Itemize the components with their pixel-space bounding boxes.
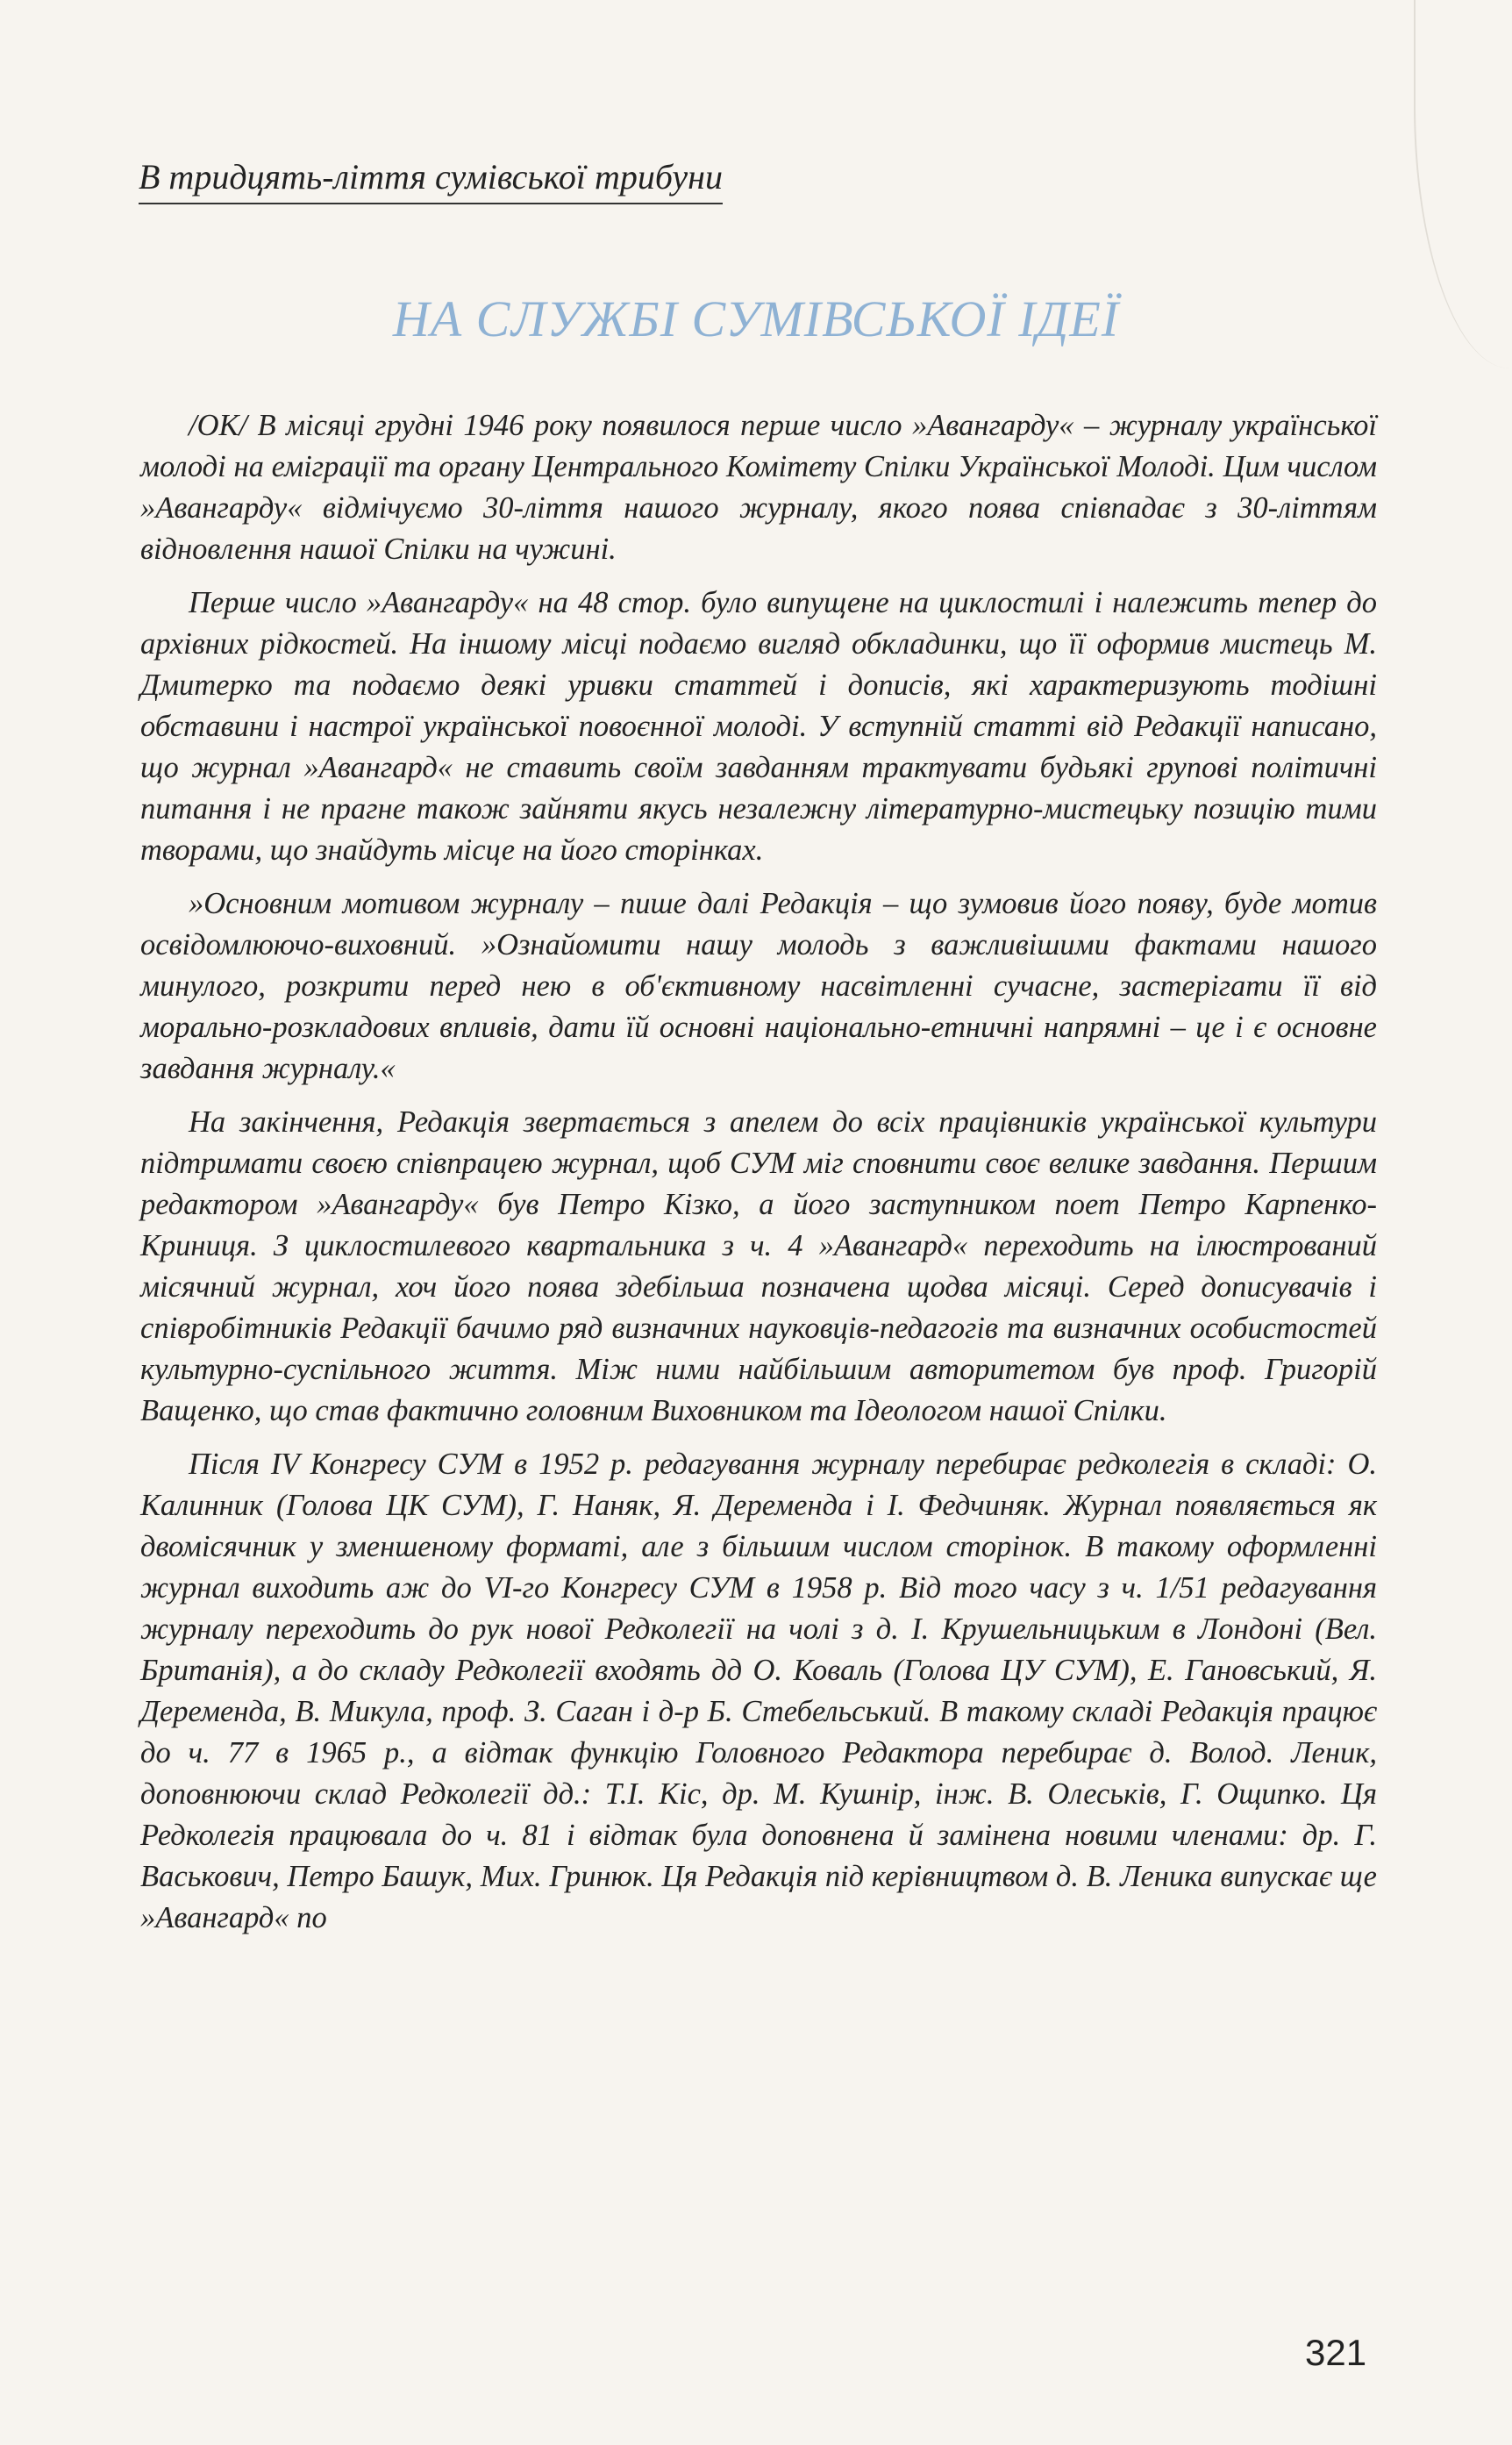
paragraph-2: Перше число »Авангарду« на 48 стор. було випущене на циклостилі і належить тепер до архівних рідкостей. На іншому місці подаємо вигляд обкладинки, що її оформив мистець М. Дмитерко та подаємо деякі уривки статтей і дописів, які характеризують тодішні обставини і настрої української повоєнної молоді. У вступній статті від Редакції написано, що журнал »Авангард« не ставить своїм завданням трактувати будьякі групові політичні питання і не прагне також зайняти якусь незалежну літературно-мистецьку позицію тими творами, що знайдуть місце на його сторінках.	[140, 586, 1377, 867]
paragraph-1: /ОК/ В місяці грудні 1946 року появилося перше число »Авангарду« – журналу української молоді на еміграції та органу Центрального Комітету Спілки Української Молоді. Цим числом »Авангарду« відмічуємо 30-ліття нашого журналу, якого поява співпадає з 30-літтям відновлення нашої Спілки на чужині.	[140, 409, 1377, 566]
paragraph-5: Після IV Конгресу СУМ в 1952 р. редагування журналу перебирає редколегія в складі: О. Калинник (Голова ЦК СУМ), Г. Наняк, Я. Деременда і І. Федчиняк. Журнал появляється як двомісячник у зменшеному форматі, але з більшим числом сторінок. В такому оформленні журнал виходить аж до VI-го Конгресу СУМ в 1958 р. Від того часу з ч. 1/51 редагування журналу переходить до рук нової Редколегії на чолі з д. І. Крушельницьким в Лондоні (Вел. Британія), а до складу Редколегії входять дд О. Коваль (Голова ЦУ СУМ), Е. Гановський, Я. Деременда, В. Микула, проф. З. Саган і д-р Б. Стебельський. В такому складі Редакція працює до ч. 77 в 1965 р., а відтак функцію Головного Редактора перебирає д. Волод. Леник, доповнюючи склад Редколегії дд.: Т.І. Кіс, др. М. Кушнір, інж. В. Олеськів, Г. Ощипко. Ця Редколегія працювала до ч. 81 і відтак була доповнена й замінена новими членами: др. Г. Васькович, Петро Башук, Мих. Гринюк. Ця Редакція під керівництвом д. В. Леника випускає ще »Авангард« по	[140, 1448, 1377, 1934]
page-number: 321	[1305, 2332, 1367, 2373]
paragraph-3: »Основним мотивом журналу – пише далі Редакція – що зумовив його появу, буде мотив освідомлюючо-виховний. »Ознайомити нашу молодь з важливішими фактами нашого минулого, розкрити перед нею в об'єктивному насвітленні сучасне, застерігати її від морально-розкладових впливів, дати їй основні національно-етничні напрямні – це і є основне завдання журналу.«	[140, 887, 1377, 1085]
running-head: В тридцять-ліття сумівської трибуни	[139, 156, 723, 204]
page-title: НА СЛУЖБІ СУМІВСЬКОЇ ІДЕЇ	[392, 290, 1120, 347]
article-body	[140, 405, 1377, 1951]
paragraph-4: На закінчення, Редакція звертається з апелем до всіх працівників української культури підтримати своєю співпрацею журнал, щоб СУМ міг сповнити своє велике завдання. Першим редактором »Авангарду« був Петро Кізко, а його заступником поет Петро Карпенко-Криниця. З циклостилевого квартальника з ч. 4 »Авангард« переходить на ілюстрований місячний журнал, хоч його поява здебільша позначена щодва місяці. Серед дописувачів і співробітників Редакції бачимо ряд визначних науковців-педагогів та визначних особистостей культурно-суспільного життя. Між ними найбільшим авторитетом був проф. Григорій Ващенко, що став фактично головним Виховником та Ідеологом нашої Спілки.	[140, 1105, 1377, 1427]
